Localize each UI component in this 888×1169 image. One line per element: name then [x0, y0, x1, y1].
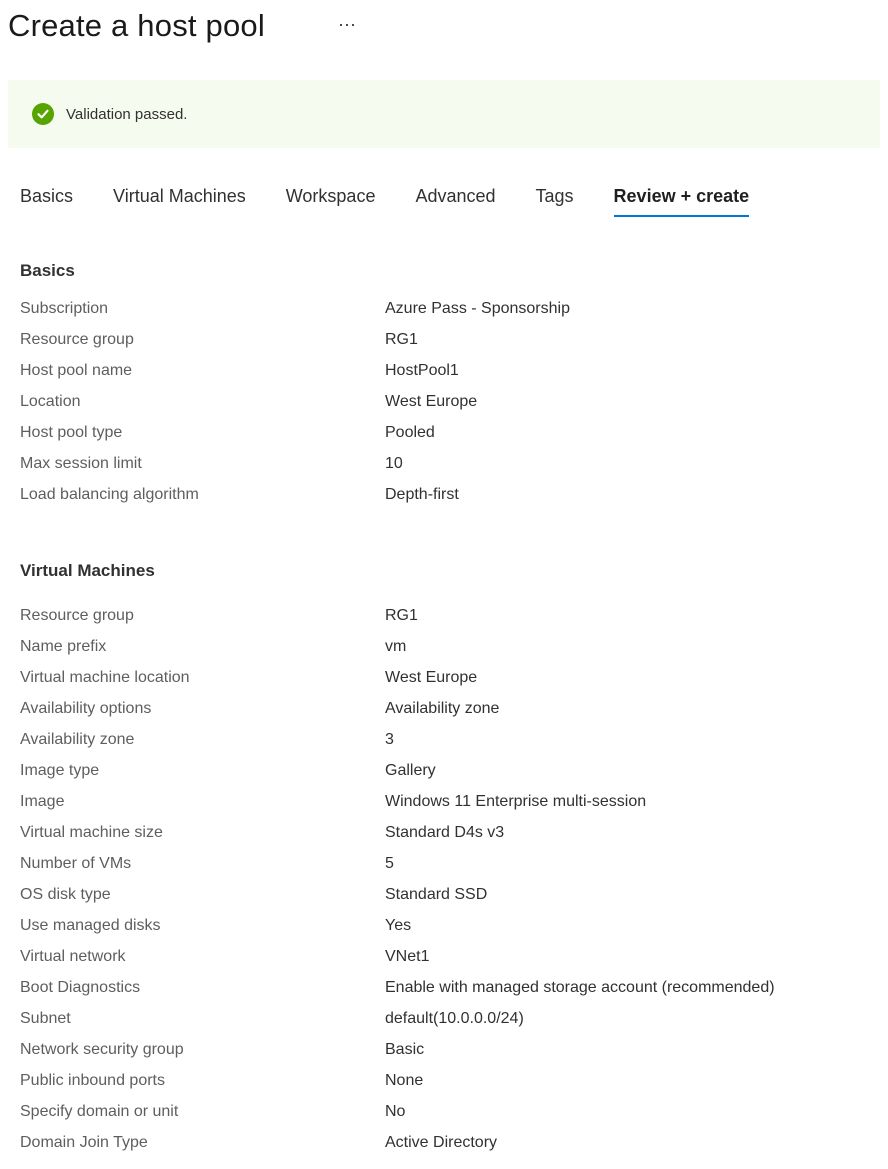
tab-tags[interactable]: Tags — [535, 186, 574, 206]
summary-row — [20, 607, 880, 635]
summary-value: 3 — [385, 731, 394, 748]
summary-row — [20, 1041, 880, 1069]
page-title: Create a host pool — [8, 8, 265, 43]
summary-row — [20, 486, 880, 514]
summary-row — [20, 455, 880, 483]
summary-label: Resource group — [20, 331, 134, 348]
tab-basics[interactable]: Basics — [20, 186, 74, 206]
summary-value: VNet1 — [385, 948, 430, 965]
summary-label: Host pool name — [20, 362, 133, 379]
summary-row — [20, 731, 880, 759]
summary-row — [20, 979, 880, 1007]
summary-label: Subnet — [20, 1010, 71, 1027]
summary-value: RG1 — [385, 331, 418, 348]
summary-value: Enable with managed storage account (recommended) — [385, 979, 775, 996]
summary-row — [20, 362, 880, 390]
summary-row — [20, 669, 880, 697]
summary-value: Windows 11 Enterprise multi-session — [385, 793, 647, 810]
summary-label: Load balancing algorithm — [20, 486, 199, 503]
summary-label: Specify domain or unit — [20, 1103, 179, 1120]
summary-label: Location — [20, 393, 81, 410]
tab-virtual-machines[interactable]: Virtual Machines — [113, 186, 246, 206]
summary-value: HostPool1 — [385, 362, 459, 379]
checkmark-icon — [32, 103, 54, 125]
tab-bar — [20, 186, 749, 217]
summary-value: West Europe — [385, 669, 478, 686]
summary-value: Yes — [385, 917, 412, 934]
summary-label: Image — [20, 793, 65, 810]
summary-value: None — [385, 1072, 424, 1089]
summary-row — [20, 824, 880, 852]
more-options-icon[interactable]: ··· — [338, 14, 356, 34]
summary-label: Name prefix — [20, 638, 107, 655]
summary-value: vm — [385, 638, 407, 655]
validation-message: Validation passed. — [66, 105, 188, 123]
summary-value: 5 — [385, 855, 394, 872]
summary-label: OS disk type — [20, 886, 111, 903]
summary-value: 10 — [385, 455, 403, 472]
summary-label: Host pool type — [20, 424, 123, 441]
summary-row — [20, 700, 880, 728]
summary-label: Resource group — [20, 607, 134, 624]
section-virtual-machines-title: Virtual Machines — [20, 561, 155, 580]
summary-label: Max session limit — [20, 455, 142, 472]
summary-value: West Europe — [385, 393, 478, 410]
summary-row — [20, 1103, 880, 1131]
summary-value: Pooled — [385, 424, 435, 441]
summary-row — [20, 424, 880, 452]
tab-workspace[interactable]: Workspace — [285, 186, 376, 206]
summary-row — [20, 331, 880, 359]
summary-value: Azure Pass - Sponsorship — [385, 300, 570, 317]
tab-advanced[interactable]: Advanced — [415, 186, 496, 206]
summary-label: Image type — [20, 762, 100, 779]
summary-row — [20, 638, 880, 666]
summary-row — [20, 393, 880, 421]
summary-row — [20, 300, 880, 328]
summary-value: Basic — [385, 1041, 425, 1058]
summary-value: RG1 — [385, 607, 418, 624]
summary-label: Virtual network — [20, 948, 126, 965]
summary-label: Boot Diagnostics — [20, 979, 141, 996]
summary-label: Number of VMs — [20, 855, 132, 872]
summary-value: No — [385, 1103, 406, 1120]
section-basics-title: Basics — [20, 261, 75, 280]
summary-label: Domain Join Type — [20, 1134, 148, 1151]
summary-row — [20, 948, 880, 976]
summary-label: Network security group — [20, 1041, 184, 1058]
summary-label: Subscription — [20, 300, 109, 317]
summary-label: Virtual machine location — [20, 669, 190, 686]
summary-row — [20, 917, 880, 945]
summary-value: Gallery — [385, 762, 436, 779]
summary-label: Public inbound ports — [20, 1072, 165, 1089]
summary-value: Active Directory — [385, 1134, 498, 1151]
summary-row — [20, 1010, 880, 1038]
summary-label: Virtual machine size — [20, 824, 163, 841]
summary-label: Use managed disks — [20, 917, 161, 934]
summary-value: default(10.0.0.0/24) — [385, 1010, 524, 1027]
summary-row — [20, 1072, 880, 1100]
summary-value: Standard D4s v3 — [385, 824, 505, 841]
summary-row — [20, 1134, 880, 1162]
summary-row — [20, 886, 880, 914]
tab-review-create[interactable]: Review + create — [614, 186, 750, 217]
summary-row — [20, 855, 880, 883]
summary-row — [20, 793, 880, 821]
validation-banner — [8, 80, 880, 148]
summary-label: Availability options — [20, 700, 152, 717]
summary-value: Standard SSD — [385, 886, 488, 903]
summary-value: Depth-first — [385, 486, 459, 503]
summary-row — [20, 762, 880, 790]
summary-value: Availability zone — [385, 700, 500, 717]
summary-label: Availability zone — [20, 731, 135, 748]
